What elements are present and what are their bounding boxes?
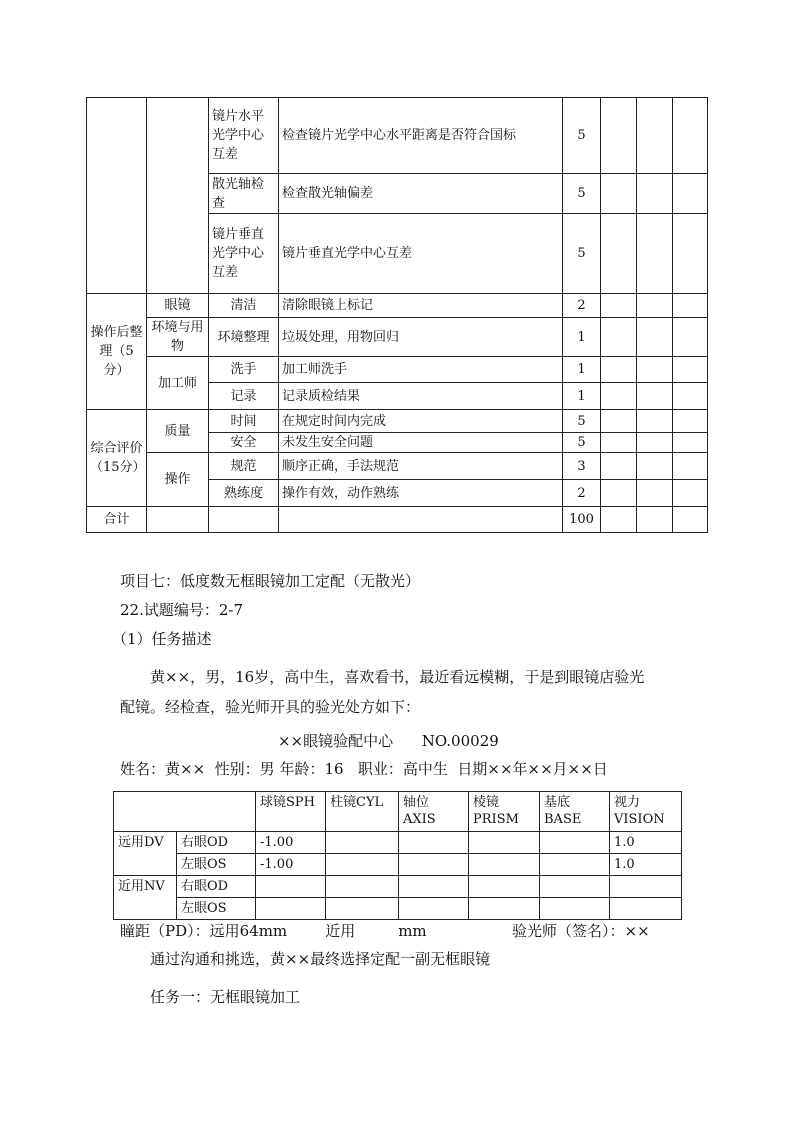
dv-os-vision: 1.0	[610, 854, 682, 876]
header-prism: 棱镜 PRISM	[469, 792, 540, 832]
item-cell: 安全	[209, 433, 279, 453]
sub-cell: 质量	[147, 410, 209, 453]
project-title: 项目七：低度数无框眼镜加工定配（无散光）	[120, 572, 421, 590]
desc-cell: 检查镜片光学中心水平距离是否符合国标	[279, 98, 563, 174]
task-description-heading: （1）任务描述	[112, 630, 212, 648]
item-cell: 洗手	[209, 357, 279, 383]
score-cell: 1	[563, 318, 601, 357]
prescription-table	[113, 791, 682, 920]
sub-cell: 环境与用物	[147, 318, 209, 357]
score-cell: 5	[563, 174, 601, 214]
paragraph-line: 通过沟通和挑选，黄××最终选择定配一副无框眼镜	[150, 950, 491, 968]
category-cell: 综合评价（15分）	[87, 410, 147, 507]
os-label: 左眼OS	[177, 898, 256, 920]
score-cell: 2	[563, 294, 601, 318]
score-cell: 3	[563, 453, 601, 480]
item-cell: 环境整理	[209, 318, 279, 357]
sub-cell: 操作	[147, 453, 209, 507]
item-cell: 熟练度	[209, 480, 279, 507]
od-label: 右眼OD	[177, 876, 256, 898]
desc-cell: 记录质检结果	[279, 383, 563, 410]
item-cell: 规范	[209, 453, 279, 480]
header-sph: 球镜SPH	[256, 792, 326, 832]
score-cell: 2	[563, 480, 601, 507]
header-cyl: 柱镜CYL	[326, 792, 399, 832]
header-axis: 轴位 AXIS	[399, 792, 469, 832]
desc-cell: 在规定时间内完成	[279, 410, 563, 433]
dv-os-sph: -1.00	[256, 854, 326, 876]
cell	[87, 98, 147, 294]
desc-cell: 未发生安全问题	[279, 433, 563, 453]
header-base: 基底 BASE	[540, 792, 610, 832]
header-vision: 视力 VISION	[610, 792, 682, 832]
item-cell: 镜片垂直光学中心互差	[209, 214, 279, 294]
patient-info: 姓名：黄×× 性别：男 年龄：16 职业：高中生 日期××年××月××日	[120, 760, 608, 778]
total-label: 合计	[87, 507, 147, 533]
task-one-heading: 任务一：无框眼镜加工	[150, 988, 301, 1006]
od-label: 右眼OD	[177, 832, 256, 854]
dv-label: 远用DV	[114, 832, 177, 876]
score-cell: 5	[563, 410, 601, 433]
score-table	[86, 97, 708, 533]
item-cell: 时间	[209, 410, 279, 433]
desc-cell: 镜片垂直光学中心互差	[279, 214, 563, 294]
paragraph-line: 配镜。经检查，验光师开具的验光处方如下：	[120, 698, 421, 716]
sub-cell: 眼镜	[147, 294, 209, 318]
item-cell: 散光轴检查	[209, 174, 279, 214]
question-number: 22.试题编号：2-7	[120, 601, 244, 619]
category-cell: 操作后整理（5分）	[87, 294, 147, 410]
score-cell: 5	[563, 98, 601, 174]
score-cell: 1	[563, 357, 601, 383]
score-cell: 5	[563, 214, 601, 294]
item-cell: 记录	[209, 383, 279, 410]
desc-cell: 垃圾处理，用物回归	[279, 318, 563, 357]
dv-od-vision: 1.0	[610, 832, 682, 854]
os-label: 左眼OS	[177, 854, 256, 876]
item-cell: 镜片水平光学中心互差	[209, 98, 279, 174]
center-title: ××眼镜验配中心 NO.00029	[278, 732, 499, 750]
score-cell: 1	[563, 383, 601, 410]
paragraph-line: 黄××，男，16岁，高中生，喜欢看书，最近看远模糊，于是到眼镜店验光	[150, 668, 645, 686]
nv-label: 近用NV	[114, 876, 177, 920]
pd-line: 瞳距（PD）：远用64mm 近用 mm	[120, 922, 427, 940]
optometrist-signature: 验光师（签名）：××	[512, 922, 650, 940]
desc-cell: 检查散光轴偏差	[279, 174, 563, 214]
desc-cell: 操作有效，动作熟练	[279, 480, 563, 507]
cell	[147, 98, 209, 294]
score-cell: 5	[563, 433, 601, 453]
desc-cell: 顺序正确，手法规范	[279, 453, 563, 480]
dv-od-sph: -1.00	[256, 832, 326, 854]
desc-cell: 清除眼镜上标记	[279, 294, 563, 318]
total-score: 100	[563, 507, 601, 533]
sub-cell: 加工师	[147, 357, 209, 410]
item-cell: 清洁	[209, 294, 279, 318]
desc-cell: 加工师洗手	[279, 357, 563, 383]
